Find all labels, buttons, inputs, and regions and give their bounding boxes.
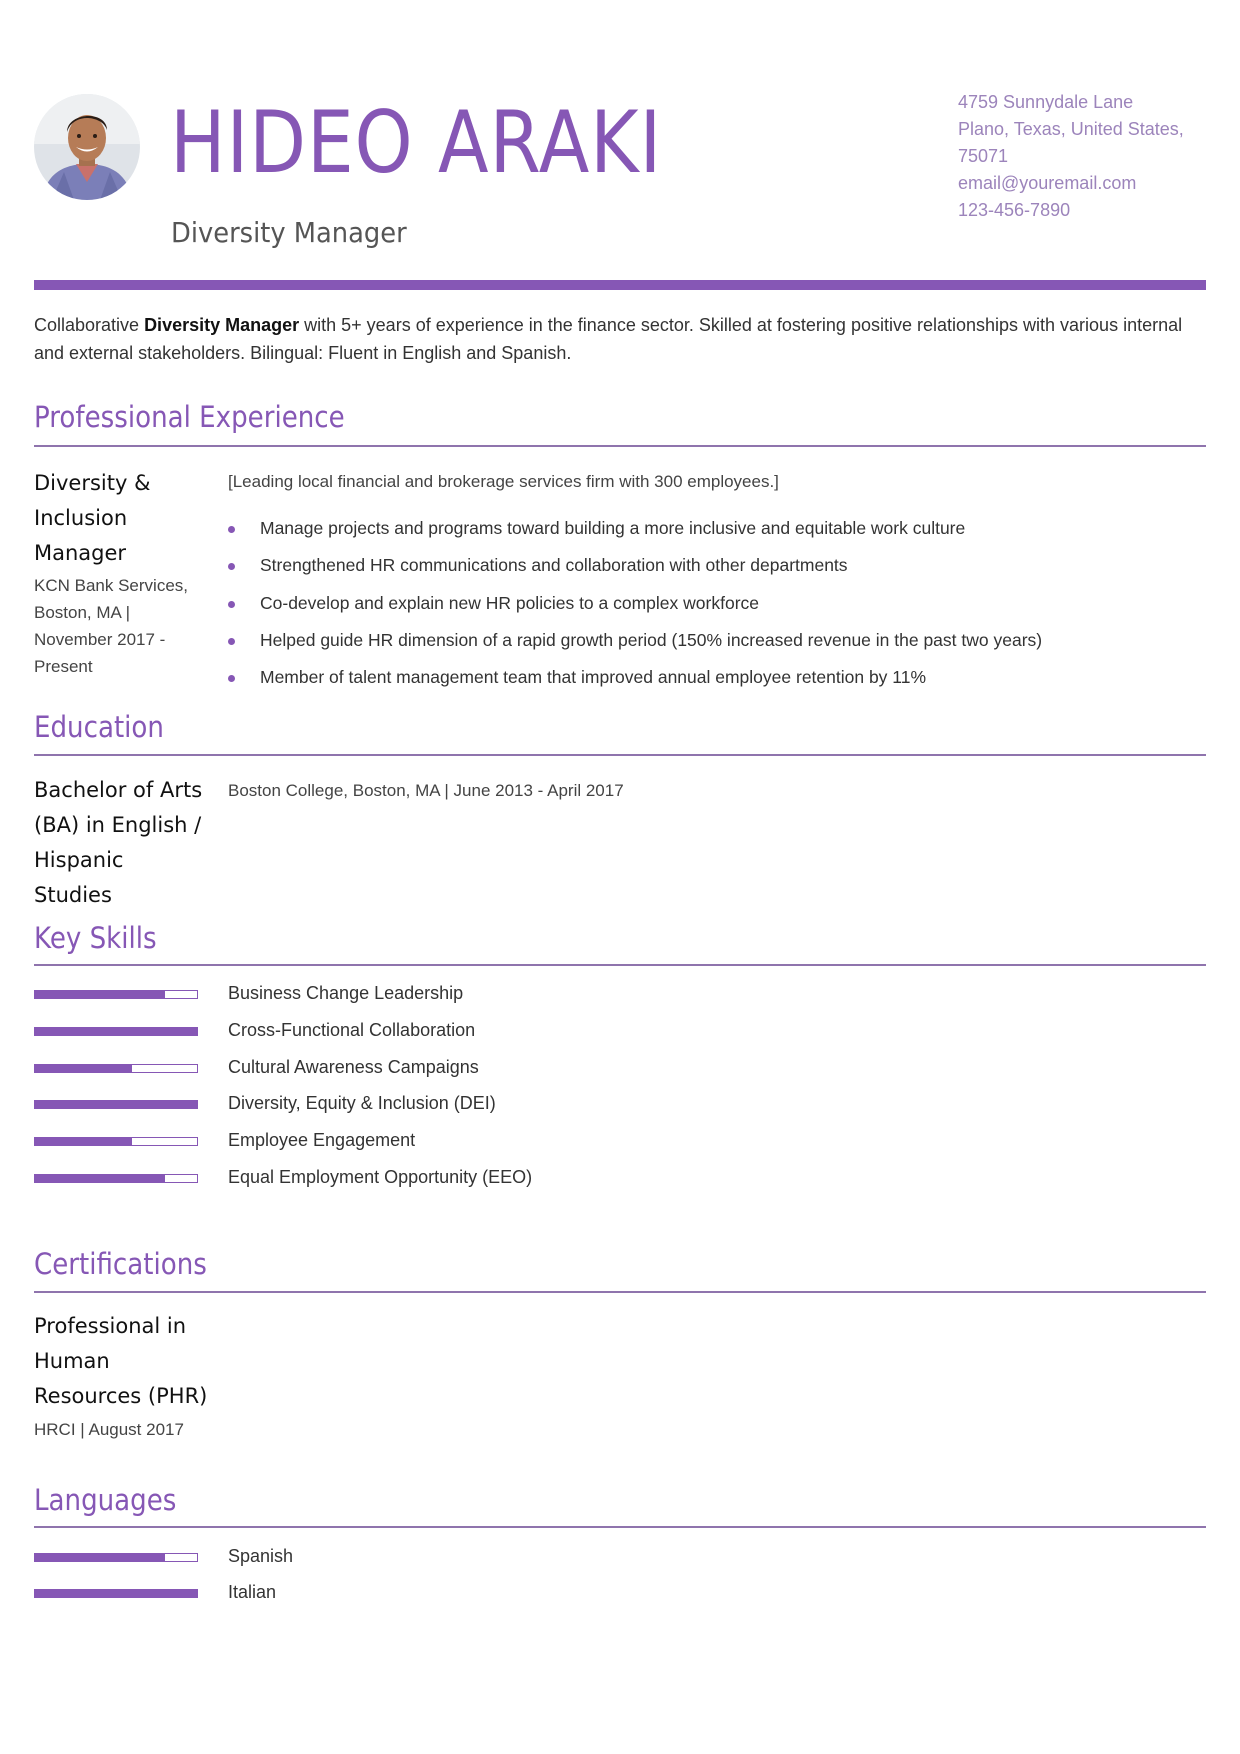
list-item: Strengthened HR communications and collaboration with other departments xyxy=(228,555,1042,592)
summary-text: with 5+ years of experience in the finance sector. Skilled at fostering positive relationships with various internal and external stakeholders. Bilingual: Fluent in English and Spanish. xyxy=(34,315,1183,363)
job-bullets xyxy=(228,518,1042,704)
address-city: Plano, Texas, United States, xyxy=(958,119,1184,139)
skill-bar xyxy=(34,1174,198,1183)
job-intro: [Leading local financial and brokerage services firm with 300 employees.] xyxy=(228,472,779,491)
skill-bar-fill xyxy=(35,1065,132,1072)
profile-photo xyxy=(34,94,140,200)
skill-label: Equal Employment Opportunity (EEO) xyxy=(228,1167,533,1187)
language-label: Spanish xyxy=(228,1546,294,1566)
language-bar xyxy=(34,1589,198,1598)
job-role: Diversity & Inclusion Manager xyxy=(34,471,151,565)
list-item: Member of talent management team that improved annual employee retention by 11% xyxy=(228,667,1042,704)
skill-bar-fill xyxy=(35,1175,165,1182)
language-label: Italian xyxy=(228,1582,277,1602)
section-heading-experience: Professional Experience xyxy=(34,400,345,434)
certification-name: Professional in Human Resources (PHR) xyxy=(34,1314,208,1408)
language-bar-fill xyxy=(35,1554,165,1561)
section-rule xyxy=(34,1291,1206,1293)
candidate-name: HIDEO ARAKI xyxy=(170,93,663,193)
skill-bar xyxy=(34,1137,198,1146)
address-zip: 75071 xyxy=(958,146,1009,166)
degree: Bachelor of Arts (BA) in English / Hispanic Studies xyxy=(34,778,203,907)
section-rule xyxy=(34,1526,1206,1528)
summary-prefix: Collaborative xyxy=(34,315,145,335)
section-heading-languages: Languages xyxy=(34,1483,177,1517)
phone-number: 123-456-7890 xyxy=(958,200,1071,220)
language-bar-fill xyxy=(35,1590,197,1597)
email-address[interactable]: email@youremail.com xyxy=(958,173,1137,193)
skill-bar xyxy=(34,990,198,999)
skill-bar xyxy=(34,1064,198,1073)
skill-bar-fill xyxy=(35,1028,197,1035)
section-rule xyxy=(34,964,1206,966)
section-rule xyxy=(34,754,1206,756)
list-item: Co-develop and explain new HR policies to a complex workforce xyxy=(228,593,1042,630)
skill-bar-fill xyxy=(35,1138,132,1145)
skill-bar-fill xyxy=(35,991,165,998)
list-item: Helped guide HR dimension of a rapid growth period (150% increased revenue in the past two years) xyxy=(228,630,1042,667)
contact-block xyxy=(958,89,1218,224)
skill-label: Diversity, Equity & Inclusion (DEI) xyxy=(228,1093,496,1113)
education-details: Boston College, Boston, MA | June 2013 - April 2017 xyxy=(228,781,624,800)
section-heading-certifications: Certifications xyxy=(34,1247,207,1281)
header-divider xyxy=(34,280,1206,290)
skill-bar xyxy=(34,1100,198,1109)
summary xyxy=(34,311,1214,367)
section-heading-skills: Key Skills xyxy=(34,921,157,955)
skill-label: Employee Engagement xyxy=(228,1130,416,1150)
skill-label: Business Change Leadership xyxy=(228,983,464,1003)
job-title: Diversity Manager xyxy=(171,216,407,249)
section-heading-education: Education xyxy=(34,710,164,744)
skill-bar xyxy=(34,1027,198,1036)
address-street: 4759 Sunnydale Lane xyxy=(958,92,1134,112)
skill-label: Cross-Functional Collaboration xyxy=(228,1020,476,1040)
language-bar xyxy=(34,1553,198,1562)
job-company: KCN Bank Services, Boston, MA | November 2017 - Present xyxy=(34,576,188,676)
list-item: Manage projects and programs toward building a more inclusive and equitable work culture xyxy=(228,518,1042,555)
skill-bar-fill xyxy=(35,1101,197,1108)
summary-highlight: Diversity Manager xyxy=(144,315,300,335)
skill-label: Cultural Awareness Campaigns xyxy=(228,1057,479,1077)
certification-issuer: HRCI | August 2017 xyxy=(34,1420,184,1439)
section-rule xyxy=(34,445,1206,447)
